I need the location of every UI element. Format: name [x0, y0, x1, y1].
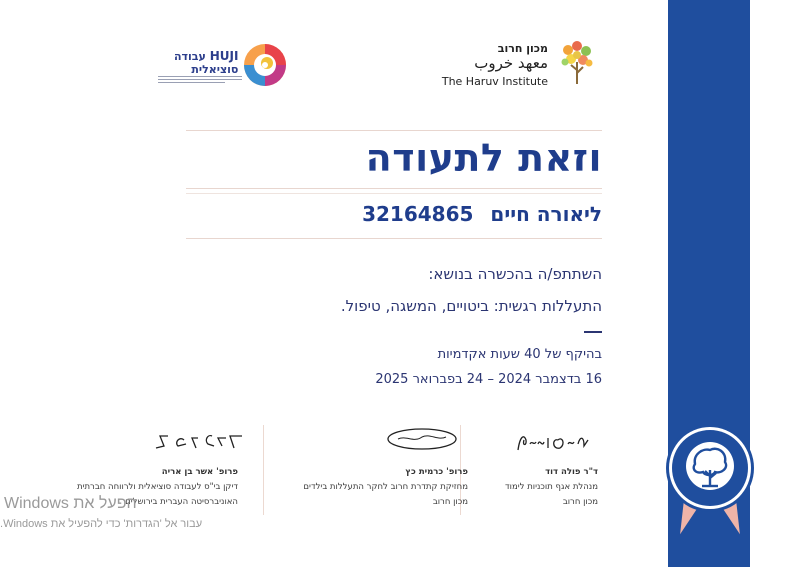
signature-block-1 — [505, 465, 598, 510]
divider — [186, 130, 602, 131]
column-divider — [263, 425, 264, 515]
divider — [186, 188, 602, 189]
divider — [186, 238, 602, 239]
signer-org: מכון חרוב — [562, 497, 598, 507]
divider — [186, 193, 602, 194]
tree-seal-icon — [672, 430, 748, 506]
carob-tree-icon — [560, 40, 594, 90]
signer-name: פרופ' כרמית כץ — [405, 467, 468, 477]
separator-dash — [584, 331, 602, 333]
recipient-line — [362, 202, 602, 226]
recipient-name: ליאורה חיים — [490, 202, 602, 226]
windows-activation-hint: עבור אל 'הגדרות' כדי להפעיל את Windows. — [0, 518, 203, 530]
huji-text — [174, 50, 238, 76]
huji-mark: HUJI — [209, 49, 239, 63]
course-hours: בהיקף של 40 שעות אקדמיות — [437, 347, 602, 362]
haruv-arabic-name: معهد خروب — [474, 54, 548, 72]
certificate-title: וזאת לתעודה — [365, 136, 602, 180]
huji-fine-print — [158, 76, 242, 84]
huji-social-work-logo — [158, 40, 288, 92]
huji-swirl-icon — [242, 42, 288, 88]
signature-paula-david — [514, 430, 594, 456]
signer-role: דיקן בי"ס לעבודה סוציאלית ולרווחה חברתית — [76, 482, 238, 492]
haruv-institute-logo — [440, 40, 590, 92]
signer-org: האוניברסיטה העברית בירושלים — [125, 497, 238, 507]
signer-name: פרופ' אשר בן אריה — [161, 467, 238, 477]
haruv-hebrew-name: מכון חרוב — [497, 42, 548, 55]
signature-carmit-katz — [380, 425, 460, 453]
course-dates: 16 בדצמבר 2024 – 24 בפברואר 2025 — [375, 372, 602, 387]
participation-line: השתתפ/ה בהכשרה בנושא: — [428, 265, 602, 283]
huji-line1: עבודה — [174, 50, 206, 63]
signer-role: מנהלת אגף תוכניות לימוד — [505, 482, 598, 492]
windows-activation-watermark: הפעל את Windows — [4, 495, 137, 512]
huji-line2: סוציאלית — [191, 63, 239, 76]
recipient-id: 32164865 — [362, 202, 474, 226]
ribbon-margin — [750, 0, 800, 567]
signature-block-2 — [303, 465, 468, 510]
signer-role: מחזיקת קתדרת חרוב לחקר התעללות בילדים — [303, 482, 468, 492]
haruv-english-name: The Haruv Institute — [441, 75, 548, 88]
signature-asher-ben-arieh — [152, 430, 244, 454]
course-topic: התעללות רגשית: ביטויים, המשגה, טיפול. — [340, 297, 602, 315]
signer-org: מכון חרוב — [432, 497, 468, 507]
signer-name: ד"ר פולה דוד — [545, 467, 598, 477]
